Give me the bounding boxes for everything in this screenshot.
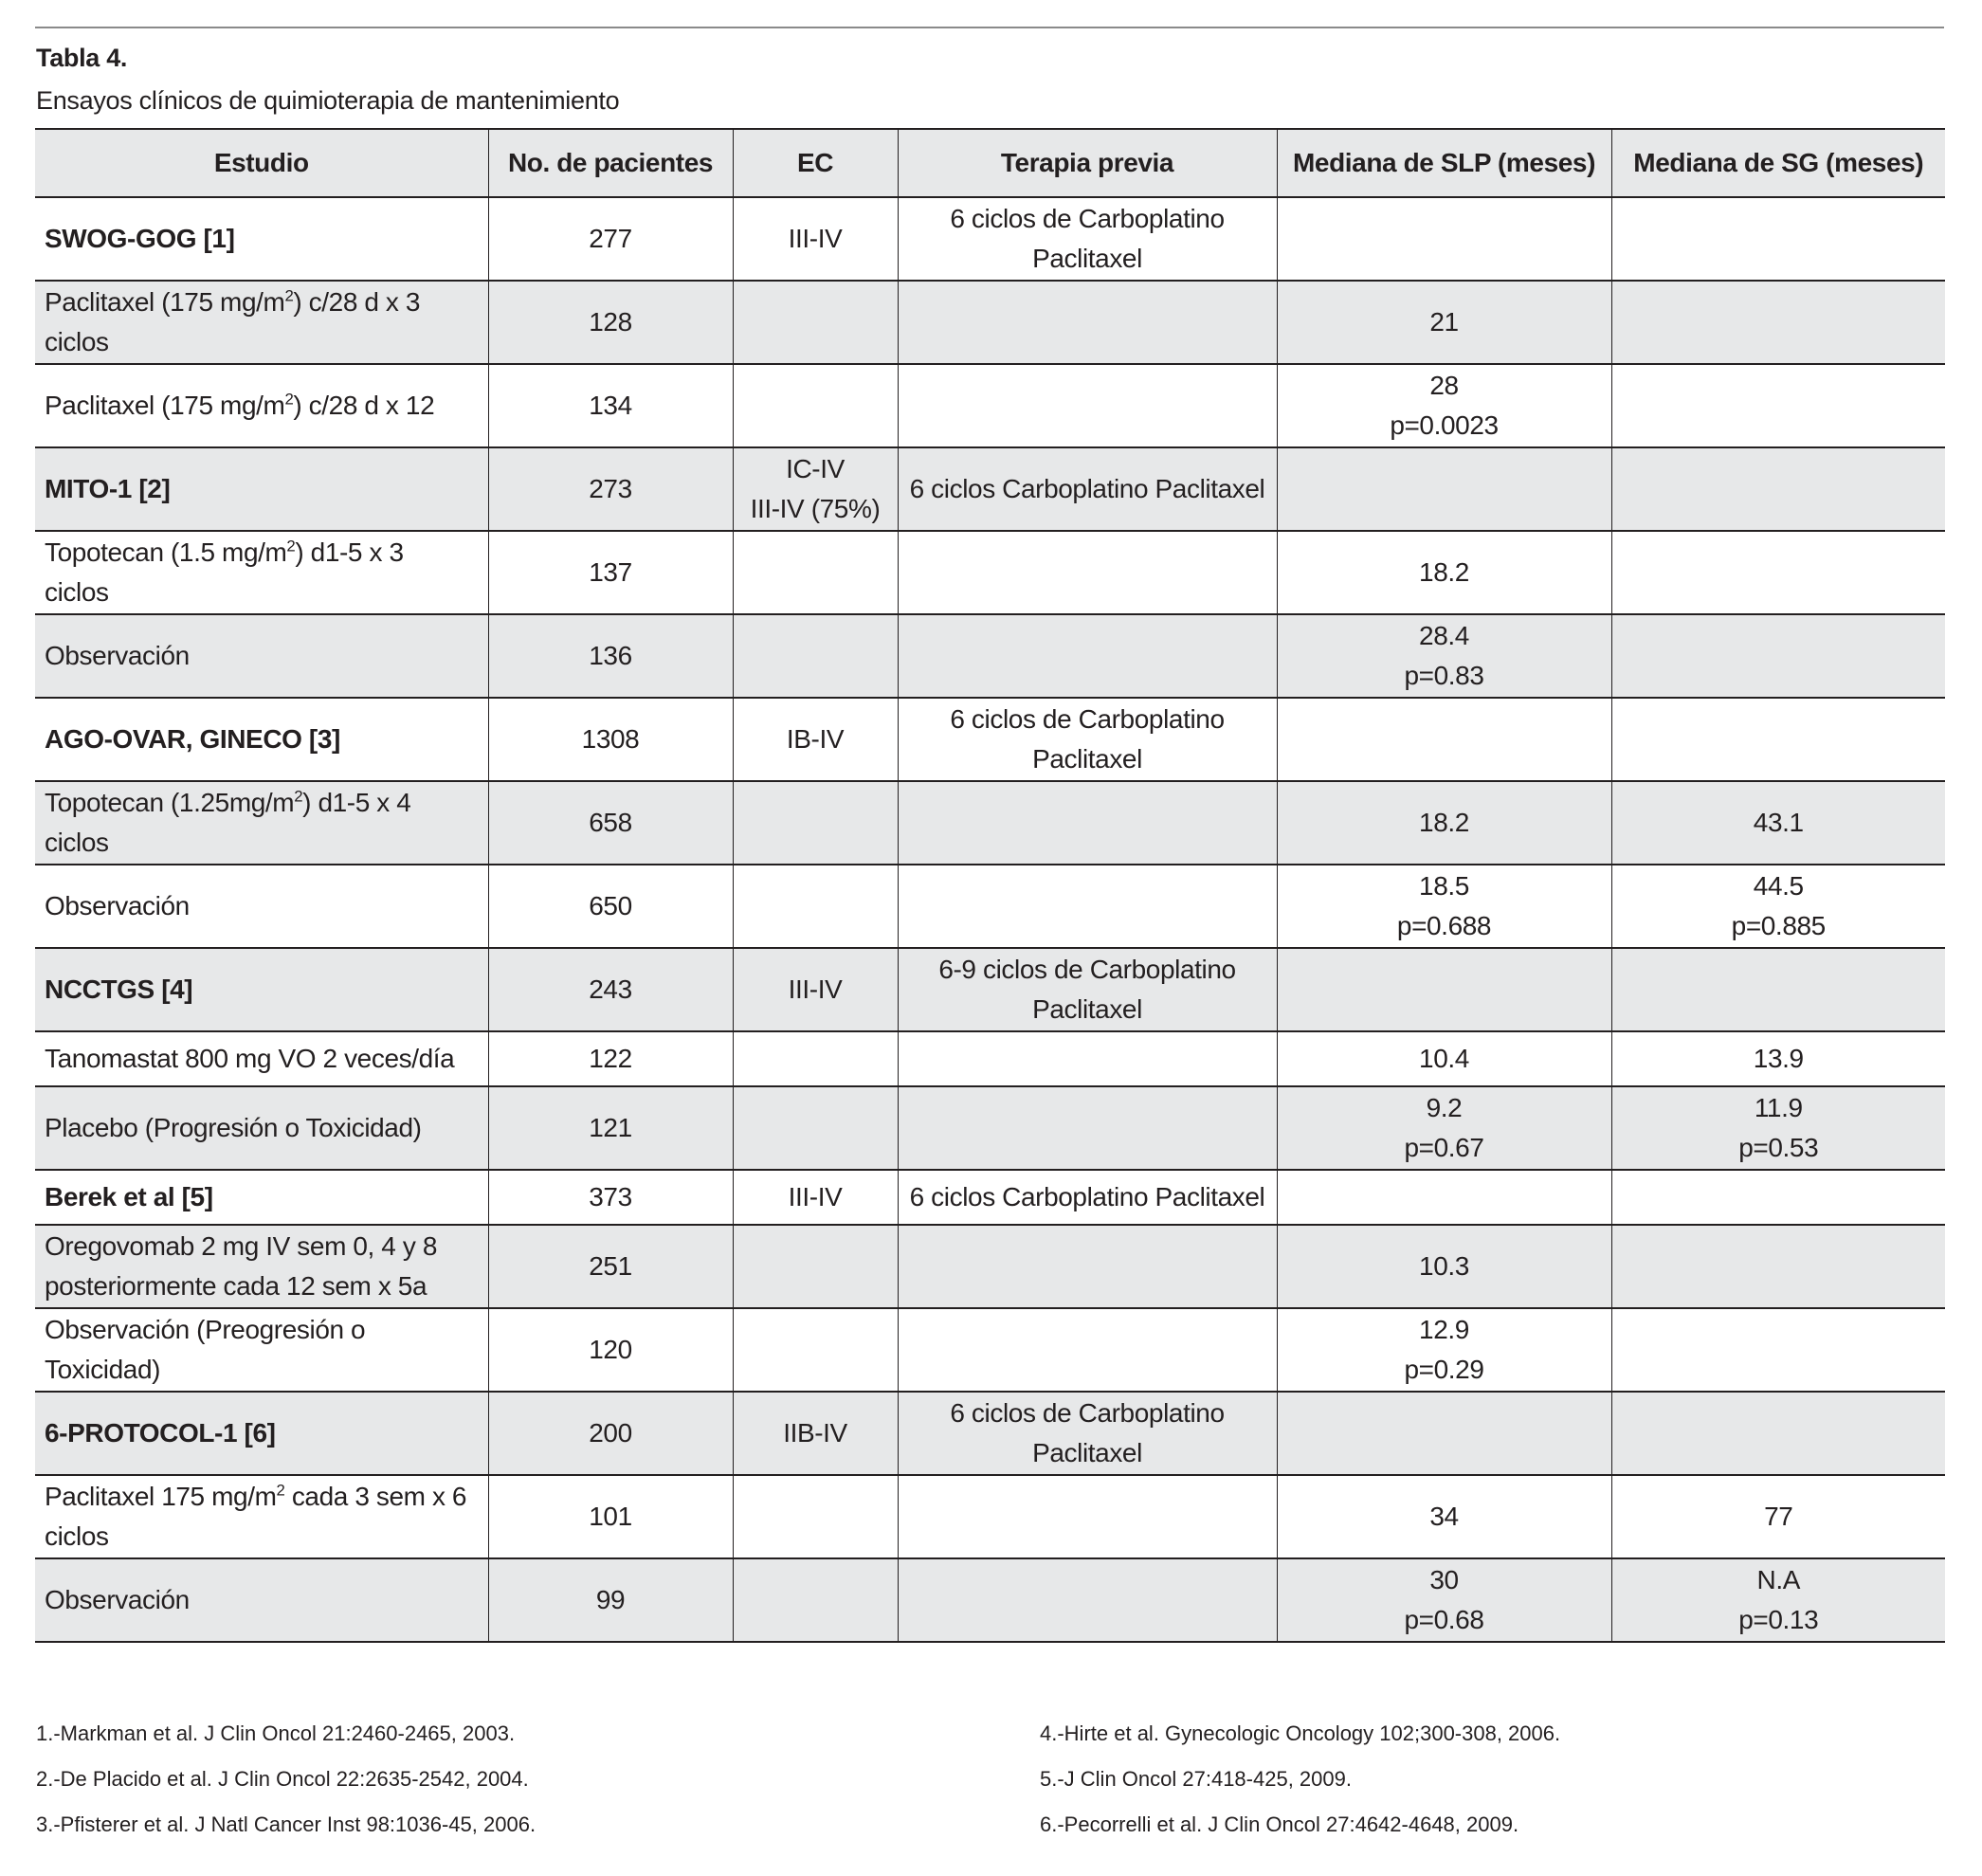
- cell-mediana-slp: [1277, 1170, 1611, 1225]
- cell-mediana-slp: 18.5 p=0.688: [1277, 865, 1611, 948]
- cell-terapia-previa: [898, 1225, 1277, 1308]
- cell-mediana-sg: [1611, 447, 1945, 531]
- cell-mediana-slp: 18.2: [1277, 531, 1611, 614]
- cell-pacientes: 120: [488, 1308, 733, 1392]
- cell-ec: [733, 1031, 898, 1086]
- cell-pacientes: 137: [488, 531, 733, 614]
- cell-ec: [733, 865, 898, 948]
- cell-ec: [733, 614, 898, 698]
- cell-ec: [733, 1086, 898, 1170]
- cell-estudio: Observación: [35, 865, 488, 948]
- cell-pacientes: 650: [488, 865, 733, 948]
- cell-terapia-previa: 6 ciclos de Carboplatino Paclitaxel: [898, 698, 1277, 781]
- cell-terapia-previa: [898, 1031, 1277, 1086]
- study-row: [35, 698, 1945, 781]
- cell-pacientes: 658: [488, 781, 733, 865]
- cell-pacientes: 128: [488, 281, 733, 364]
- reference-3: 3.-Pfisterer et al. J Natl Cancer Inst 98:1036-45, 2006.: [36, 1812, 536, 1836]
- cell-terapia-previa: [898, 1086, 1277, 1170]
- cell-ec: [733, 1558, 898, 1642]
- cell-mediana-sg: 44.5 p=0.885: [1611, 865, 1945, 948]
- cell-estudio: Topotecan $(1.25mg/m^2)$ d1-5 x 4 ciclos: [35, 781, 488, 865]
- table-body: [35, 197, 1945, 1642]
- cell-estudio: Paclitaxel 175 $mg/m^2$ cada 3 sem x 6 ciclos: [35, 1475, 488, 1558]
- cell-estudio: NCCTGS [4]: [35, 948, 488, 1031]
- reference-1: 1.-Markman et al. J Clin Oncol 21:2460-2465, 2003.: [36, 1721, 516, 1745]
- cell-estudio: 6-PROTOCOL-1 [6]: [35, 1392, 488, 1475]
- cell-pacientes: 121: [488, 1086, 733, 1170]
- cell-terapia-previa: [898, 531, 1277, 614]
- arm-row: [35, 281, 1945, 364]
- cell-mediana-sg: [1611, 281, 1945, 364]
- cell-mediana-slp: 18.2: [1277, 781, 1611, 865]
- header-mediana-slp: Mediana de SLP (meses): [1277, 129, 1611, 197]
- table-title: Tabla 4.: [36, 44, 128, 72]
- cell-ec: [733, 1308, 898, 1392]
- references-left: [36, 1711, 536, 1848]
- arm-row: [35, 364, 1945, 447]
- arm-row: [35, 531, 1945, 614]
- cell-pacientes: 99: [488, 1558, 733, 1642]
- cell-mediana-sg: N.A p=0.13: [1611, 1558, 1945, 1642]
- study-row: [35, 197, 1945, 281]
- cell-terapia-previa: [898, 1558, 1277, 1642]
- references-right: [1040, 1711, 1560, 1848]
- reference-6: 6.-Pecorrelli et al. J Clin Oncol 27:4642-4648, 2009.: [1040, 1812, 1519, 1836]
- study-row: [35, 1170, 1945, 1225]
- arm-row: [35, 1475, 1945, 1558]
- cell-estudio: MITO-1 [2]: [35, 447, 488, 531]
- cell-mediana-sg: [1611, 364, 1945, 447]
- cell-ec: [733, 281, 898, 364]
- cell-terapia-previa: 6 ciclos de Carboplatino Paclitaxel: [898, 1392, 1277, 1475]
- cell-pacientes: 243: [488, 948, 733, 1031]
- cell-mediana-slp: 10.4: [1277, 1031, 1611, 1086]
- header-pacientes: No. de pacientes: [488, 129, 733, 197]
- arm-row: [35, 1308, 1945, 1392]
- study-row: [35, 447, 1945, 531]
- cell-pacientes: 136: [488, 614, 733, 698]
- cell-mediana-slp: 9.2 p=0.67: [1277, 1086, 1611, 1170]
- cell-ec: III-IV: [733, 948, 898, 1031]
- cell-estudio: Paclitaxel (175 $mg/m^2$) c/28 d x 12: [35, 364, 488, 447]
- arm-row: [35, 1558, 1945, 1642]
- header-row: [35, 129, 1945, 197]
- cell-terapia-previa: [898, 865, 1277, 948]
- top-divider: [35, 27, 1944, 28]
- cell-mediana-slp: 30 p=0.68: [1277, 1558, 1611, 1642]
- cell-mediana-slp: [1277, 197, 1611, 281]
- cell-ec: IIB-IV: [733, 1392, 898, 1475]
- cell-pacientes: 373: [488, 1170, 733, 1225]
- cell-ec: [733, 781, 898, 865]
- cell-terapia-previa: [898, 364, 1277, 447]
- arm-row: [35, 781, 1945, 865]
- cell-pacientes: 277: [488, 197, 733, 281]
- cell-mediana-sg: [1611, 531, 1945, 614]
- cell-pacientes: 200: [488, 1392, 733, 1475]
- cell-mediana-sg: [1611, 1170, 1945, 1225]
- cell-estudio: Observación: [35, 614, 488, 698]
- reference-4: 4.-Hirte et al. Gynecologic Oncology 102;300-308, 2006.: [1040, 1721, 1561, 1745]
- cell-mediana-slp: 28.4 p=0.83: [1277, 614, 1611, 698]
- cell-mediana-sg: 13.9: [1611, 1031, 1945, 1086]
- cell-pacientes: 134: [488, 364, 733, 447]
- cell-mediana-slp: [1277, 698, 1611, 781]
- cell-terapia-previa: 6 ciclos Carboplatino Paclitaxel: [898, 1170, 1277, 1225]
- table-subtitle: Ensayos clínicos de quimioterapia de mantenimiento: [36, 86, 620, 115]
- cell-pacientes: 273: [488, 447, 733, 531]
- cell-mediana-slp: [1277, 1392, 1611, 1475]
- cell-pacientes: 101: [488, 1475, 733, 1558]
- cell-mediana-sg: 77: [1611, 1475, 1945, 1558]
- cell-mediana-slp: [1277, 447, 1611, 531]
- cell-estudio: Berek et al [5]: [35, 1170, 488, 1225]
- cell-mediana-slp: 21: [1277, 281, 1611, 364]
- arm-row: [35, 1225, 1945, 1308]
- cell-terapia-previa: 6 ciclos de Carboplatino Paclitaxel: [898, 197, 1277, 281]
- cell-ec: [733, 364, 898, 447]
- reference-5: 5.-J Clin Oncol 27:418-425, 2009.: [1040, 1767, 1352, 1791]
- cell-terapia-previa: [898, 1308, 1277, 1392]
- cell-ec: III-IV: [733, 197, 898, 281]
- arm-row: [35, 1031, 1945, 1086]
- cell-mediana-slp: 12.9 p=0.29: [1277, 1308, 1611, 1392]
- arm-row: [35, 1086, 1945, 1170]
- study-row: [35, 948, 1945, 1031]
- header-terapia-previa: Terapia previa: [898, 129, 1277, 197]
- cell-mediana-sg: [1611, 197, 1945, 281]
- cell-ec: [733, 531, 898, 614]
- clinical-trials-table: [35, 128, 1945, 1643]
- arm-row: [35, 865, 1945, 948]
- cell-mediana-sg: [1611, 614, 1945, 698]
- cell-ec: [733, 1225, 898, 1308]
- cell-estudio: Placebo (Progresión o Toxicidad): [35, 1086, 488, 1170]
- header-estudio: Estudio: [35, 129, 488, 197]
- cell-mediana-sg: [1611, 698, 1945, 781]
- cell-mediana-sg: [1611, 1308, 1945, 1392]
- cell-ec: IC-IV III-IV (75%): [733, 447, 898, 531]
- cell-terapia-previa: [898, 1475, 1277, 1558]
- cell-estudio: Paclitaxel (175 $mg/m^2$) c/28 d x 3 ciclos: [35, 281, 488, 364]
- cell-pacientes: 251: [488, 1225, 733, 1308]
- arm-row: [35, 614, 1945, 698]
- cell-terapia-previa: [898, 614, 1277, 698]
- cell-estudio: SWOG-GOG [1]: [35, 197, 488, 281]
- header-mediana-sg: Mediana de SG (meses): [1611, 129, 1945, 197]
- cell-ec: [733, 1475, 898, 1558]
- cell-pacientes: 1308: [488, 698, 733, 781]
- reference-2: 2.-De Placido et al. J Clin Oncol 22:2635-2542, 2004.: [36, 1767, 529, 1791]
- header-ec: EC: [733, 129, 898, 197]
- cell-terapia-previa: [898, 281, 1277, 364]
- cell-ec: IB-IV: [733, 698, 898, 781]
- cell-estudio: AGO-OVAR, GINECO [3]: [35, 698, 488, 781]
- cell-mediana-sg: 11.9 p=0.53: [1611, 1086, 1945, 1170]
- cell-mediana-slp: 34: [1277, 1475, 1611, 1558]
- cell-mediana-slp: 28 p=0.0023: [1277, 364, 1611, 447]
- cell-mediana-sg: [1611, 1392, 1945, 1475]
- cell-terapia-previa: 6-9 ciclos de Carboplatino Paclitaxel: [898, 948, 1277, 1031]
- cell-estudio: Observación: [35, 1558, 488, 1642]
- cell-estudio: Topotecan (1.5 $mg/m^2$) d1-5 x 3 ciclos: [35, 531, 488, 614]
- cell-mediana-sg: [1611, 1225, 1945, 1308]
- cell-ec: III-IV: [733, 1170, 898, 1225]
- cell-mediana-slp: [1277, 948, 1611, 1031]
- cell-mediana-sg: 43.1: [1611, 781, 1945, 865]
- cell-mediana-slp: 10.3: [1277, 1225, 1611, 1308]
- cell-estudio: Observación (Preogresión o Toxicidad): [35, 1308, 488, 1392]
- cell-terapia-previa: [898, 781, 1277, 865]
- cell-mediana-sg: [1611, 948, 1945, 1031]
- cell-estudio: Oregovomab 2 mg IV sem 0, 4 y 8 posteriormente cada 12 sem x 5a: [35, 1225, 488, 1308]
- cell-terapia-previa: 6 ciclos Carboplatino Paclitaxel: [898, 447, 1277, 531]
- study-row: [35, 1392, 1945, 1475]
- cell-pacientes: 122: [488, 1031, 733, 1086]
- cell-estudio: Tanomastat 800 mg VO 2 veces/día: [35, 1031, 488, 1086]
